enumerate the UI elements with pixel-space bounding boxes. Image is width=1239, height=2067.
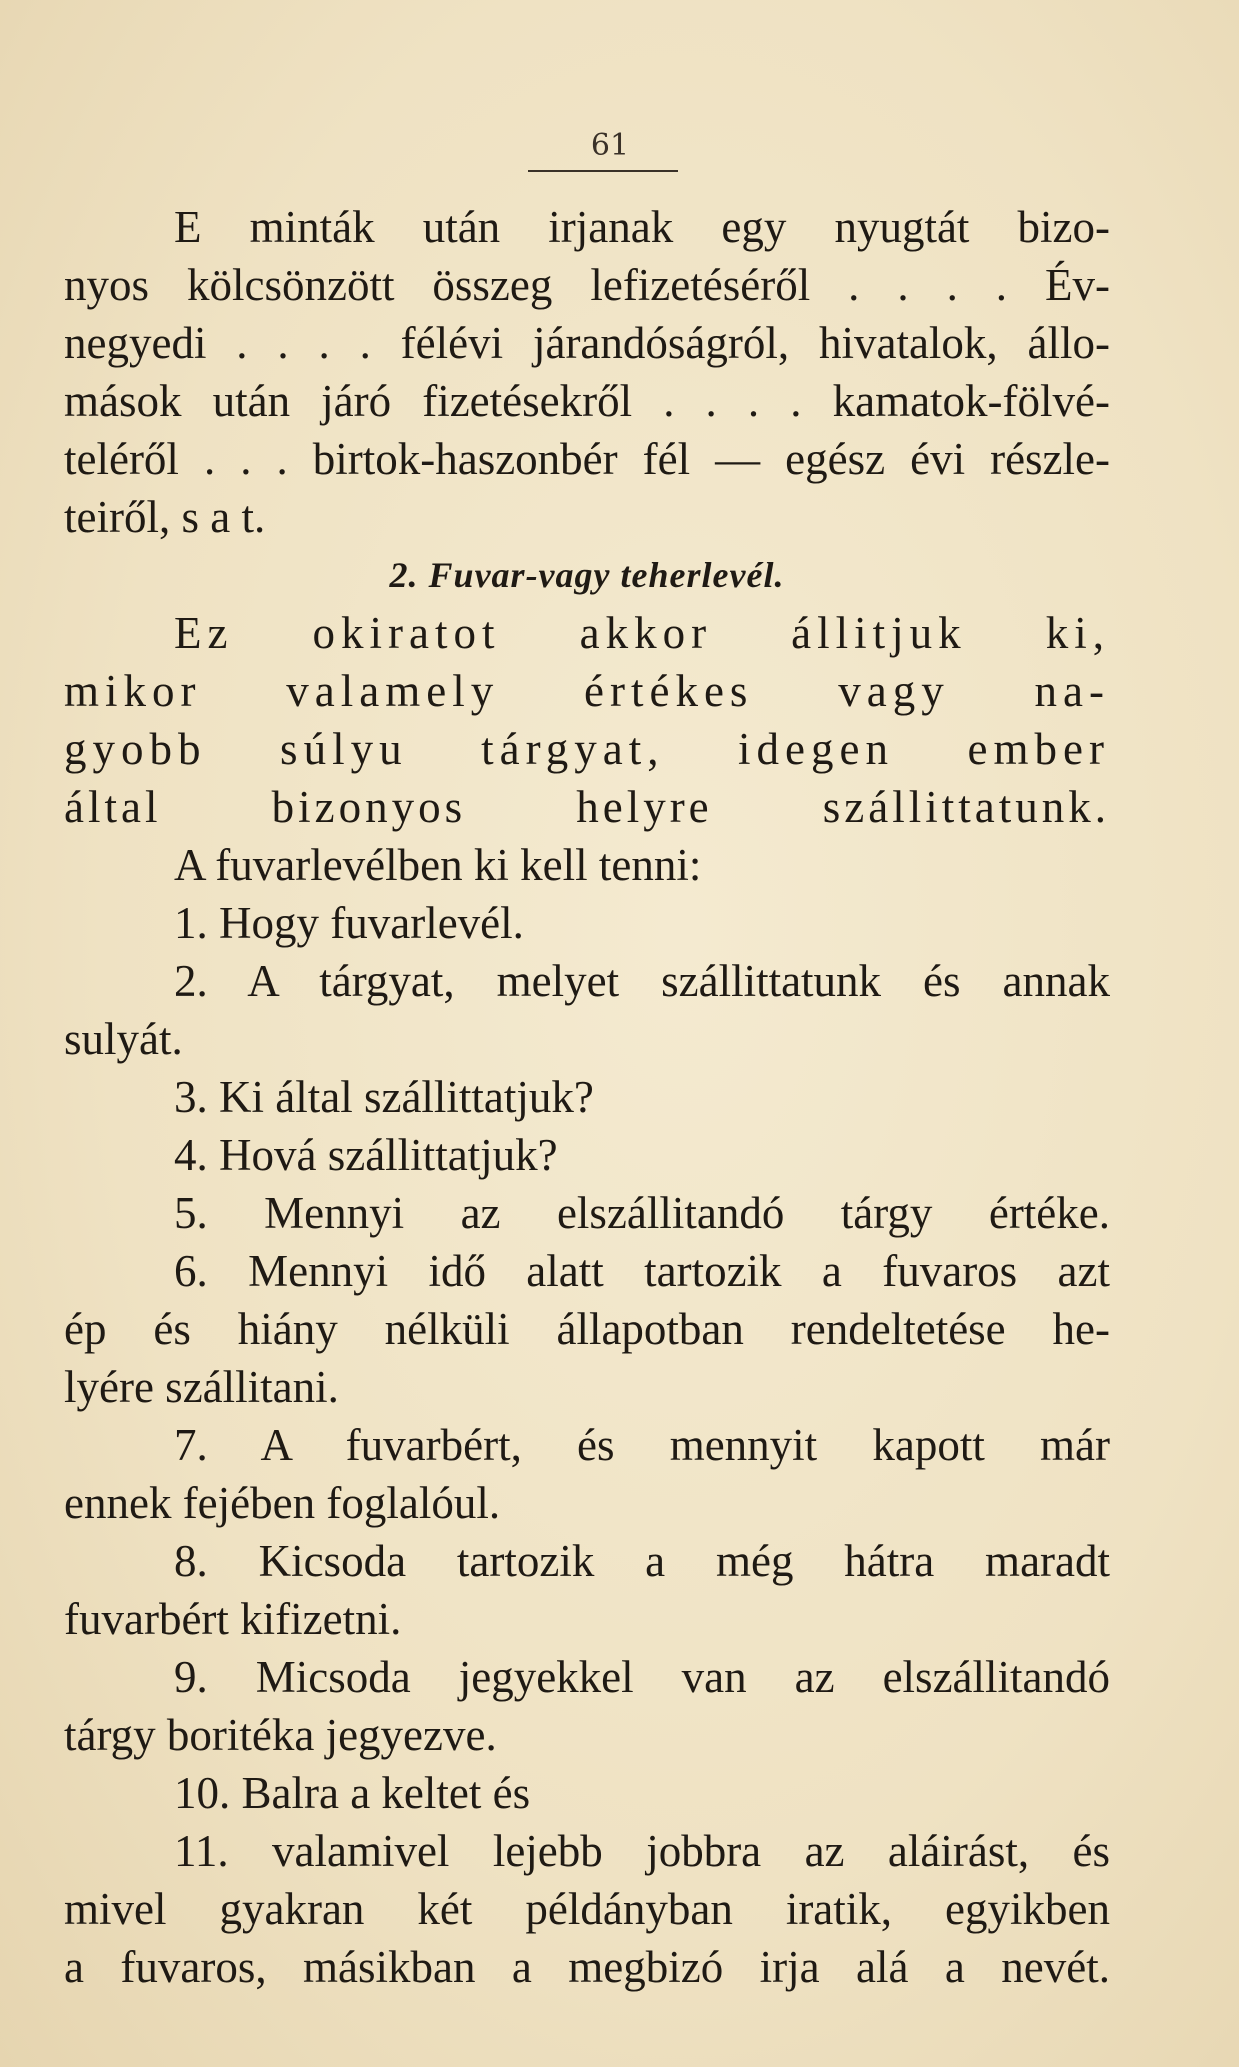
text-line: sulyát. (64, 1014, 183, 1064)
text-line: teiről, s a t. (64, 492, 266, 542)
list-item (64, 1126, 1110, 1184)
text-line: a fuvaros, másikban a megbizó irja alá a nevét. (64, 1942, 1110, 1992)
text-line: lyére szállitani. (64, 1362, 339, 1412)
list-item (64, 1068, 1110, 1126)
text-line: tárgy boritéka jegyezve. (64, 1710, 497, 1760)
paragraph-definition (64, 604, 1110, 836)
list-item (64, 1648, 1110, 1764)
text-line: mivel gyakran két példányban iratik, egyikben (64, 1884, 1110, 1934)
text-line: mások után járó fizetésekről . . . . kamatok-fölvé- (64, 376, 1110, 426)
list-item (64, 1532, 1110, 1648)
text-line: 7. A fuvarbért, és mennyit kapott már (174, 1420, 1110, 1470)
text-line: 8. Kicsoda tartozik a még hátra maradt (174, 1536, 1110, 1586)
text-line: ennek fejében foglalóul. (64, 1478, 501, 1528)
list-item (64, 1184, 1110, 1242)
list-item (64, 1242, 1110, 1416)
text-line: mikor valamely értékes vagy na- (64, 666, 1110, 716)
text-line: 5. Mennyi az elszállitandó tárgy értéke. (174, 1188, 1110, 1238)
text-line: Ez okiratot akkor állitjuk ki, (174, 608, 1110, 658)
text-line: E minták után irjanak egy nyugtát bizo- (174, 202, 1110, 252)
text-line: 1. Hogy fuvarlevél. (174, 898, 524, 948)
list-item (64, 1822, 1110, 1996)
list-item (64, 894, 1110, 952)
list-item (64, 1764, 1110, 1822)
text-line: 9. Micsoda jegyekkel van az elszállitandó (174, 1652, 1110, 1702)
text-line: által bizonyos helyre szállittatunk. (64, 782, 1110, 832)
text-line: nyos kölcsönzött összeg lefizetéséről . . . . Év- (64, 260, 1110, 310)
list-item (64, 1416, 1110, 1532)
text-line: 6. Mennyi idő alatt tartozik a fuvaros azt (174, 1246, 1110, 1296)
text-line: 4. Hová szállittatjuk? (174, 1130, 558, 1180)
section-heading: 2. Fuvar-vagy teherlevél. (389, 555, 785, 595)
list-item (64, 952, 1110, 1068)
text-line: gyobb súlyu tárgyat, idegen ember (64, 724, 1110, 774)
page-number: 61 (590, 128, 630, 163)
text-line: negyedi . . . . félévi járandóságról, hivatalok, állo- (64, 318, 1110, 368)
numbered-list (64, 894, 1110, 1996)
text-line: fuvarbért kifizetni. (64, 1594, 402, 1644)
text-line: 3. Ki által szállittatjuk? (174, 1072, 594, 1122)
text-line: teléről . . . birtok-haszonbér fél — egész évi részle- (64, 434, 1110, 484)
paragraph-receipt-examples (64, 198, 1110, 546)
text-line: 2. A tárgyat, melyet szállittatunk és annak (174, 956, 1110, 1006)
text-line: 10. Balra a keltet és (174, 1768, 531, 1818)
page-body (64, 198, 1110, 1996)
page-number-rule (528, 170, 678, 172)
text-line: ép és hiány nélküli állapotban rendeltetése he- (64, 1304, 1110, 1354)
list-intro: A fuvarlevélben ki kell tenni: (174, 840, 702, 890)
text-line: 11. valamivel lejebb jobbra az aláirást, és (174, 1826, 1110, 1876)
